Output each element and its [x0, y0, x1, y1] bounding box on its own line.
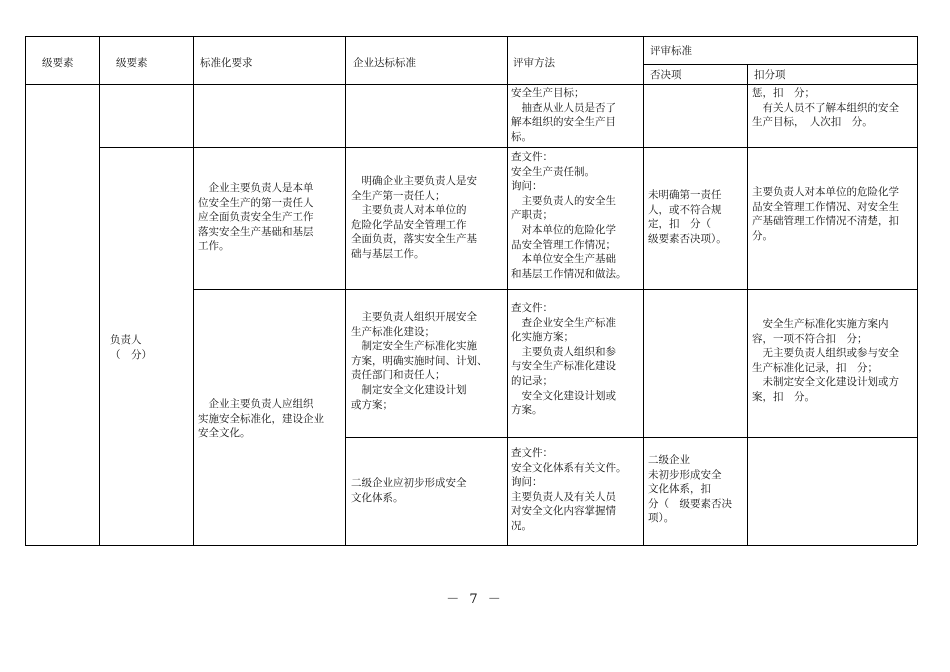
row1-method-cell: 查文件： 安全生产责任制。 询问： 主要负责人的安全生 产职责； 对本单位的危险化学 品安全管理工作情况； 本单位安全生产基础 和基层工作情况和做法。	[511, 151, 627, 280]
header-deduction-item: 扣分项	[754, 69, 786, 81]
row3-veto-cell: 二级企业 未初步形成安全 文化体系，扣 分（ 级要素否决 项）。	[648, 454, 732, 525]
header-level1: 级要素	[42, 57, 74, 69]
header-review-criteria: 评审标准	[650, 45, 692, 57]
header-veto-item: 否决项	[650, 69, 682, 81]
row2-method-cell: 查文件： 查企业安全生产标准 化实施方案； 主要负责人组织和参 与安全生产标准化建设 的记录； 安全文化建设计划或 方案。	[511, 302, 616, 417]
header-review-method: 评审方法	[513, 57, 555, 69]
row1-enterprise-standard-cell: 明确企业主要负责人是安 全生产第一责任人； 主要负责人对本单位的 危险化学品安全管理工作 全面负责，落实安全生产基 础与基层工作。	[351, 175, 477, 260]
continued-deduction-cell: 惩，扣 分； 有关人员不了解本组织的安全 生产目标， 人次扣 分。	[752, 87, 899, 129]
row2-enterprise-standard-cell: 主要负责人组织开展安全 生产标准化建设； 制定安全生产标准化实施 方案，明确实施时间、计划、 责任部门和责任人； 制定安全文化建设计划 或方案；	[351, 311, 488, 411]
level2-responsible-person: 负责人 （ 分）	[110, 334, 152, 361]
header-level2: 级要素	[116, 57, 148, 69]
row1-veto-cell: 未明确第一责任 人，或不符合规 定，扣 分（ 级要素否决项）。	[648, 189, 727, 245]
row1-deduction-cell: 主要负责人对本单位的危险化学 品安全管理工作情况、对安全生 产基础管理工作情况不清楚，扣 分。	[752, 186, 899, 242]
row3-method-cell: 查文件： 安全文化体系有关文件。 询问： 主要负责人及有关人员 对安全文化内容掌握情 况。	[511, 447, 627, 532]
page-number: － 7 －	[446, 592, 504, 607]
row2-requirement-cell: 企业主要负责人应组织 实施安全标准化，建设企业 安全文化。	[198, 398, 324, 440]
row3-enterprise-standard-cell: 二级企业应初步形成安全 文化体系。	[351, 477, 467, 504]
row1-requirement-cell: 企业主要负责人是本单 位安全生产的第一责任人 应全面负责安全生产工作 落实安全生产基础和基层 工作。	[198, 182, 314, 253]
continued-method-cell: 安全生产目标； 抽查从业人员是否了 解本组织的安全生产目 标。	[511, 87, 616, 143]
header-enterprise-standard: 企业达标标准	[353, 57, 416, 69]
header-standard-requirement: 标准化要求	[200, 57, 253, 69]
row2-deduction-cell: 安全生产标准化实施方案内 容，一项不符合扣 分； 无主要负责人组织或参与安全 生产标准化记录，扣 分； 未制定安全文化建设计划或方 案，扣 分。	[752, 318, 899, 403]
